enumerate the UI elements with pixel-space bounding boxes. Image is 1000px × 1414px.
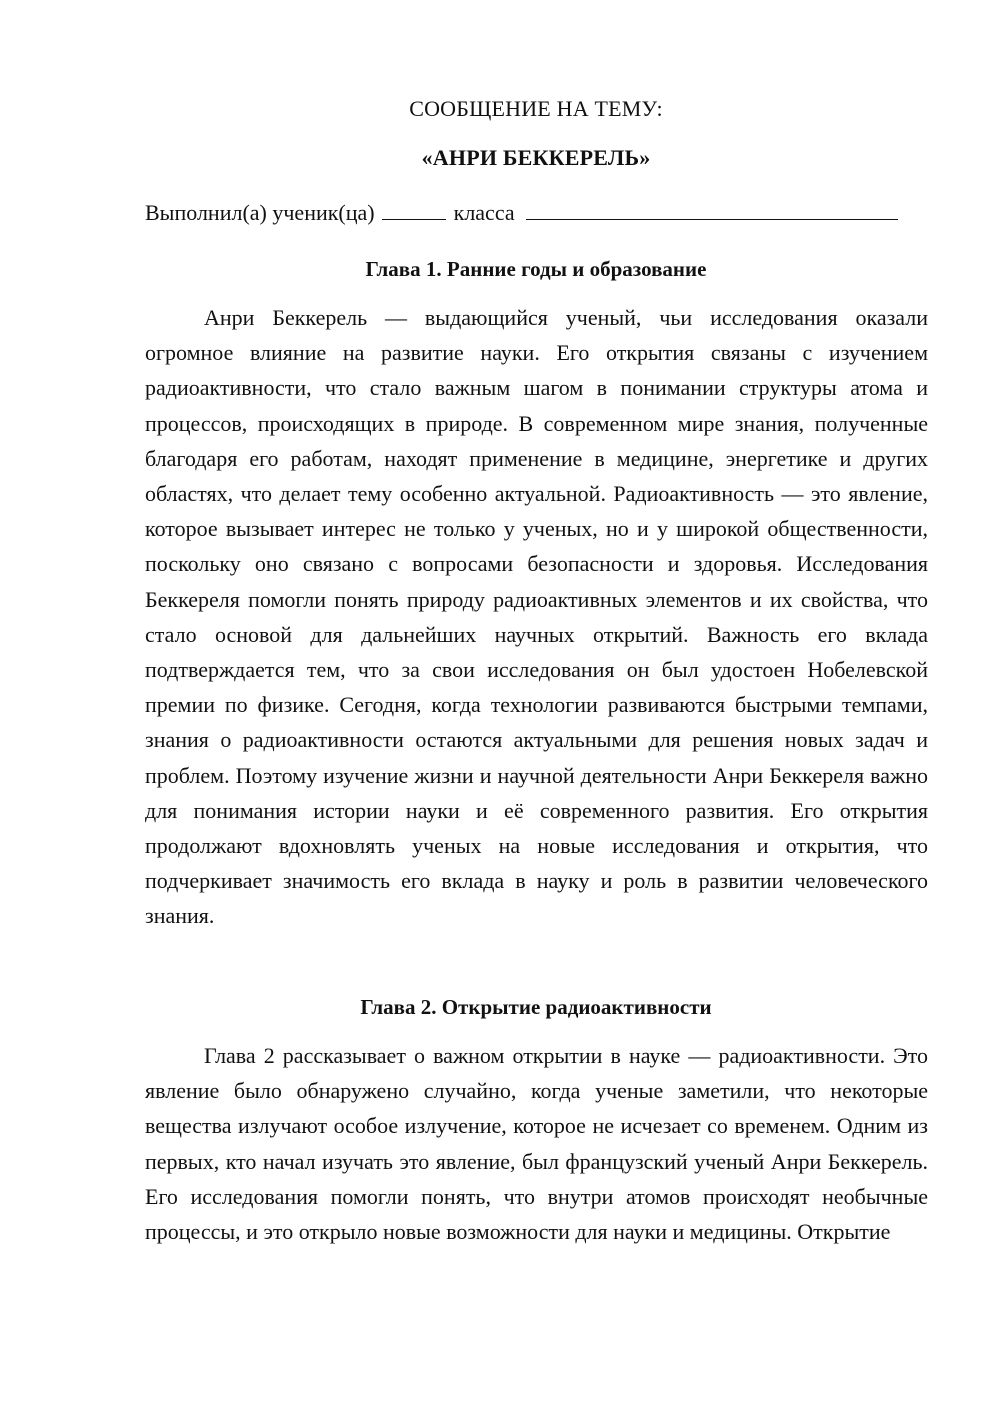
document-title-line-2: «АНРИ БЕККЕРЕЛЬ»: [421, 145, 651, 170]
chapter-2-paragraph: Глава 2 рассказывает о важном открытии в науке — радиоактивности. Это явление было обнаружено случайно, когда ученые заметили, что некоторые вещества излучают особое излучение, которое не исчезает со временем. Одним из первых, кто начал изучать это явление, был французский ученый Анри Беккерель. Его исследования помогли понять, что внутри атомов происходят необычные процессы, и это открыло новые возможности для науки и медицины. Открытие: [145, 1043, 928, 1245]
chapter-1-heading: Глава 1. Ранние годы и образование: [365, 257, 707, 281]
author-class-label: класса: [453, 200, 515, 225]
document-title-line-1: СООБЩЕНИЕ НА ТЕМУ:: [409, 96, 663, 121]
student-name-blank: [526, 199, 898, 220]
class-number-blank: [382, 199, 446, 220]
chapter-2-heading: Глава 2. Открытие радиоактивности: [360, 995, 712, 1019]
author-line: [145, 199, 898, 226]
author-prefix: Выполнил(а) ученик(ца): [145, 200, 375, 225]
chapter-1-paragraph: Анри Беккерель — выдающийся ученый, чьи исследования оказали огромное влияние на развитие науки. Его открытия связаны с изучением радиоактивности, что стало важным шагом в понимании структуры атома и процессов, происходящих в природе. В современном мире знания, полученные благодаря его работам, находят применение в медицине, энергетике и других областях, что делает тему особенно актуальной. Радиоактивность — это явление, которое вызывает интерес не только у ученых, но и у широкой общественности, поскольку оно связано с вопросами безопасности и здоровья. Исследования Беккереля помогли понять природу радиоактивных элементов и их свойства, что стало основой для дальнейших научных открытий. Важность его вклада подтверждается тем, что за свои исследования он был удостоен Нобелевской премии по физике. Сегодня, когда технологии развиваются быстрыми темпами, знания о радиоактивности остаются актуальными для решения новых задач и проблем. Поэтому изучение жизни и научной деятельности Анри Беккереля важно для понимания истории науки и её современного развития. Его открытия продолжают вдохновлять ученых на новые исследования и открытия, что подчеркивает значимость его вклада в науку и роль в развитии человеческого знания.: [145, 305, 928, 929]
